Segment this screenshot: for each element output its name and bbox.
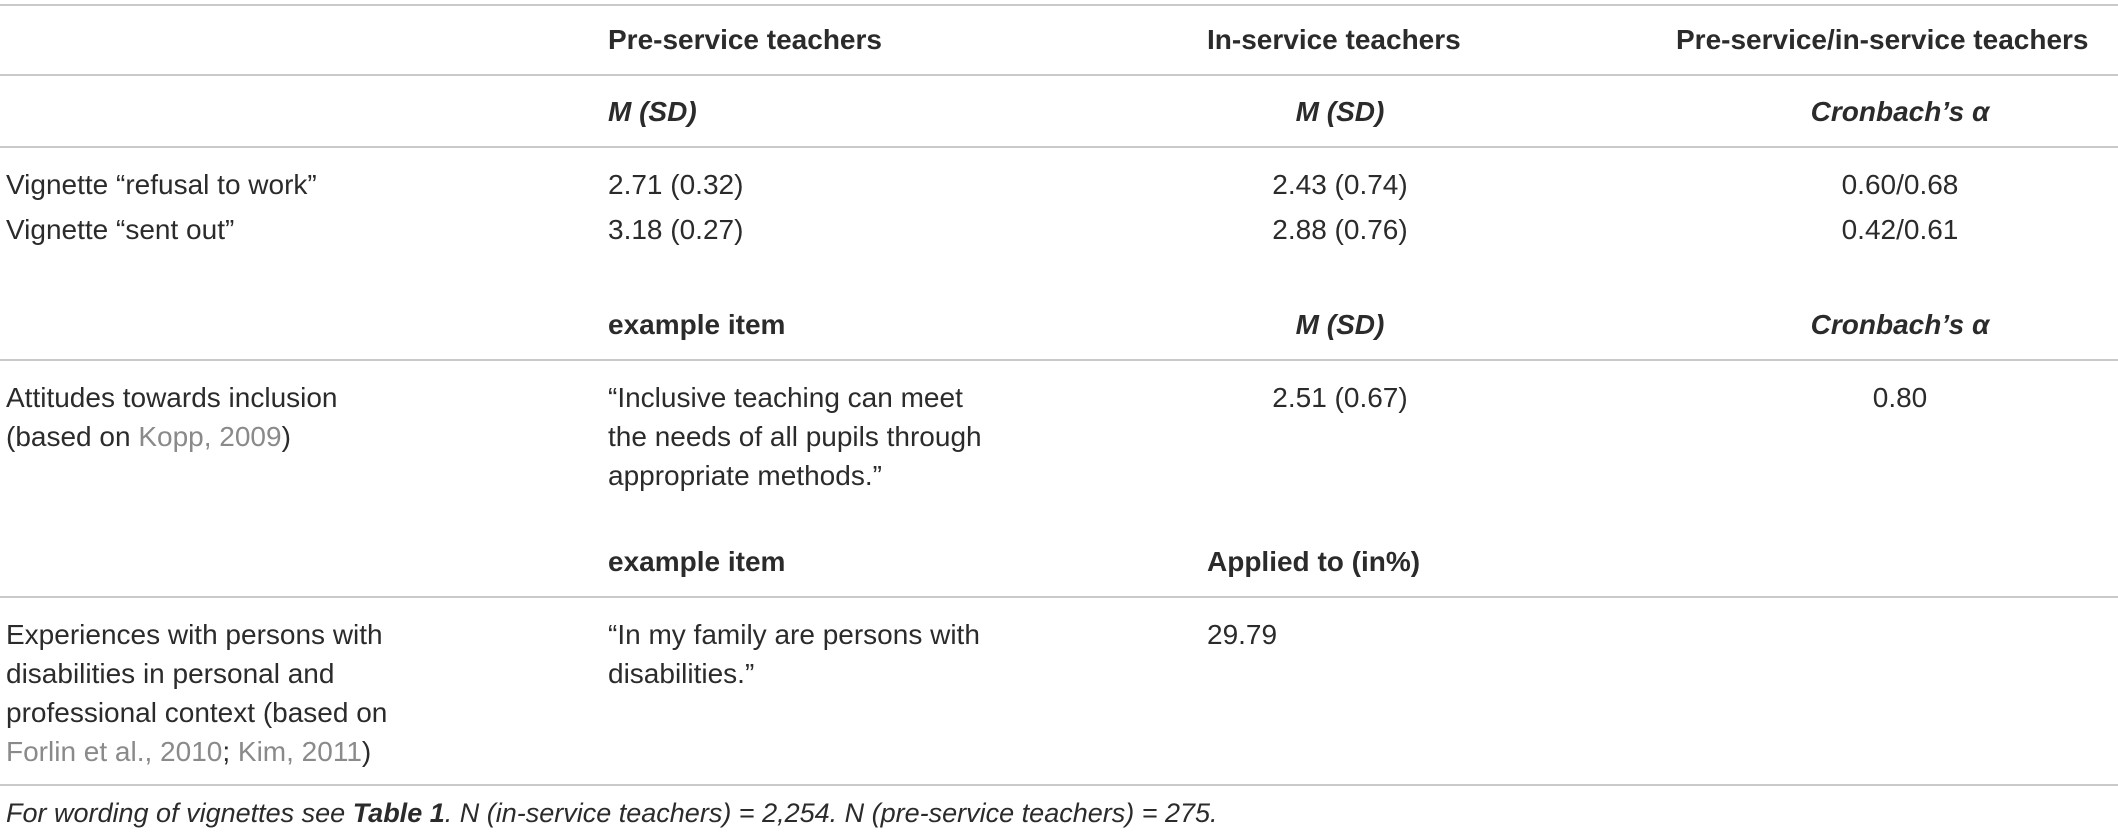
attitudes-in-value: 2.51 (0.67): [1272, 382, 1408, 413]
top-rule: [0, 4, 2118, 6]
col-header-in-service: In-service teachers: [1207, 24, 1461, 55]
bottom-rule: [0, 784, 2118, 786]
citation-link-forlin[interactable]: Forlin et al., 2010: [6, 736, 223, 767]
row-pre-value: 2.71 (0.32): [608, 169, 744, 200]
experiences-item-line1: “In my family are persons with: [608, 619, 980, 650]
col-header-pre-service: Pre-service teachers: [608, 24, 882, 55]
footnote-prefix: For wording of vignettes see: [6, 798, 353, 828]
subheader2-rule: [0, 359, 2118, 361]
subheader2-both: Cronbach’s α: [1810, 309, 1990, 340]
subheader1-rule: [0, 146, 2118, 148]
attitudes-item-line2: the needs of all pupils through: [608, 421, 982, 452]
subheader1-in: M (SD): [1295, 96, 1385, 127]
subheader3-pre: example item: [608, 546, 786, 577]
citation-separator: ;: [222, 736, 238, 767]
row-in-value: 2.88 (0.76): [1272, 214, 1408, 245]
subheader1-pre: M (SD): [608, 96, 697, 127]
experiences-label-line3: professional context (based on: [6, 697, 388, 728]
subheader2-in: M (SD): [1295, 309, 1385, 340]
subheader1-both: Cronbach’s α: [1810, 96, 1990, 127]
header-rule: [0, 74, 2118, 76]
row-in-value: 2.43 (0.74): [1272, 169, 1408, 200]
attitudes-item-line3: appropriate methods.”: [608, 460, 882, 491]
subheader2-pre: example item: [608, 309, 786, 340]
col-header-both: Pre-service/in-service teachers: [1676, 24, 2089, 55]
row-both-value: 0.42/0.61: [1841, 214, 1959, 245]
citation-link-kopp[interactable]: Kopp, 2009: [138, 421, 282, 452]
row-pre-value: 3.18 (0.27): [608, 214, 744, 245]
experiences-label-line4: [6, 733, 371, 771]
footnote-suffix: . N (in-service teachers) = 2,254. N (pre-service teachers) = 275.: [444, 798, 1218, 828]
attitudes-item-line1: “Inclusive teaching can meet: [608, 382, 963, 413]
attitudes-alpha-value: 0.80: [1872, 382, 1928, 413]
attitudes-label-line1: Attitudes towards inclusion: [6, 382, 338, 413]
attitudes-label-line2: [6, 418, 291, 456]
experiences-label-line2: disabilities in personal and: [6, 658, 335, 689]
experiences-in-value: 29.79: [1207, 619, 1278, 650]
row-label: Vignette “refusal to work”: [6, 169, 317, 200]
attitudes-label-suffix: ): [281, 421, 291, 452]
table-footnote: [6, 794, 1218, 832]
experiences-item-line2: disabilities.”: [608, 658, 755, 689]
footnote-table-ref[interactable]: Table 1: [352, 798, 445, 828]
citation-link-kim[interactable]: Kim, 2011: [237, 736, 362, 767]
row-label: Vignette “sent out”: [6, 214, 235, 245]
citation-close: ): [361, 736, 372, 767]
subheader3-rule: [0, 596, 2118, 598]
subheader3-in: Applied to (in%): [1207, 546, 1421, 577]
attitudes-label-prefix: (based on: [6, 421, 139, 452]
row-both-value: 0.60/0.68: [1841, 169, 1959, 200]
experiences-label-line1: Experiences with persons with: [6, 619, 383, 650]
